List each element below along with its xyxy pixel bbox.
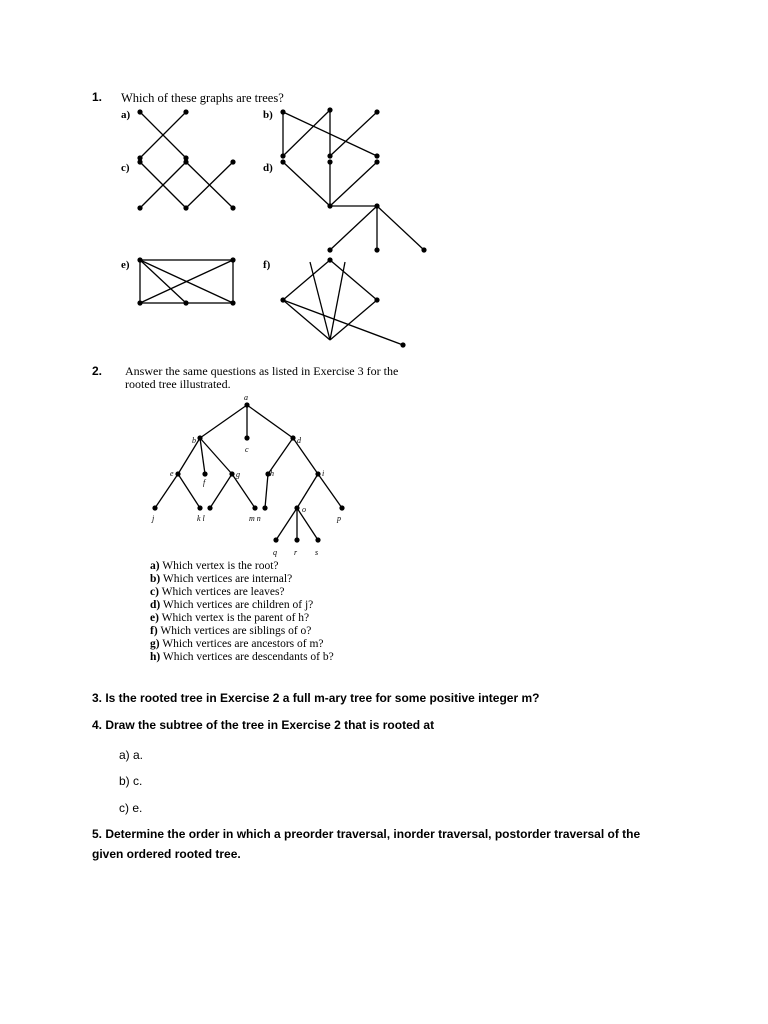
- vertex-label-f: f: [203, 478, 206, 487]
- graph-label-d: d): [263, 162, 273, 174]
- subquestion-f: f) Which vertices are siblings of o?: [150, 625, 312, 637]
- subquestion-e: e) Which vertex is the parent of h?: [150, 612, 310, 624]
- exercise-2-question-line-1: Answer the same questions as listed in Exercise 3 for the: [125, 364, 399, 378]
- subquestion-g: g) Which vertices are ancestors of m?: [150, 638, 324, 650]
- exercise-4-text: 4. Draw the subtree of the tree in Exercise 2 that is rooted at: [92, 718, 435, 732]
- exercise-2-subquestions: [150, 560, 334, 664]
- vertex-label-q: q: [273, 548, 277, 557]
- vertex-label-r: r: [294, 548, 298, 557]
- exercise-3-text: 3. Is the rooted tree in Exercise 2 a full m-ary tree for some positive integer m?: [92, 691, 540, 705]
- subquestion-c: c) Which vertices are leaves?: [150, 586, 285, 598]
- subquestion-a: a) Which vertex is the root?: [150, 560, 279, 572]
- exercise-2-question-line-2: rooted tree illustrated.: [125, 377, 231, 391]
- vertex-label-o: o: [302, 505, 306, 514]
- exercise-4-item-a: a) a.: [119, 748, 144, 762]
- vertex-label-p: p: [337, 514, 341, 523]
- vertex-label-e: e: [170, 469, 174, 478]
- subquestion-h: h) Which vertices are descendants of b?: [150, 651, 334, 663]
- exercise-5-line-1: 5. Determine the order in which a preorder traversal, inorder traversal, postorder traversal of the: [92, 827, 641, 841]
- vertex-label-c: c: [245, 445, 249, 454]
- graph-label-c: c): [121, 162, 130, 174]
- vertex-label-j: j: [152, 514, 155, 523]
- graph-label-e: e): [121, 259, 130, 271]
- exercise-5-line-2: given ordered rooted tree.: [92, 847, 241, 861]
- exercise-1-question: Which of these graphs are trees?: [121, 91, 284, 105]
- graph-label-a: a): [121, 109, 131, 121]
- subquestion-b: b) Which vertices are internal?: [150, 573, 293, 585]
- exercise-1-number: 1.: [92, 90, 103, 104]
- vertex-label-b: b: [192, 436, 196, 445]
- graph-label-b: b): [263, 109, 273, 121]
- vertex-label-d: d: [297, 436, 301, 445]
- vertex-label-m-n: m n: [249, 514, 261, 523]
- exercise-4-item-c: c) e.: [119, 801, 143, 815]
- vertex-label-h: h: [270, 469, 274, 478]
- vertex-label-a: a: [244, 393, 248, 402]
- vertex-label-k-l: k l: [197, 514, 205, 523]
- graph-label-f: f): [263, 259, 271, 271]
- vertex-label-s: s: [315, 548, 319, 557]
- exercise-2-number: 2.: [92, 364, 103, 378]
- vertex-label-g: g: [236, 470, 240, 479]
- exercise-4-item-b: b) c.: [119, 774, 143, 788]
- subquestion-d: d) Which vertices are children of j?: [150, 599, 314, 611]
- vertex-label-i: i: [322, 469, 325, 478]
